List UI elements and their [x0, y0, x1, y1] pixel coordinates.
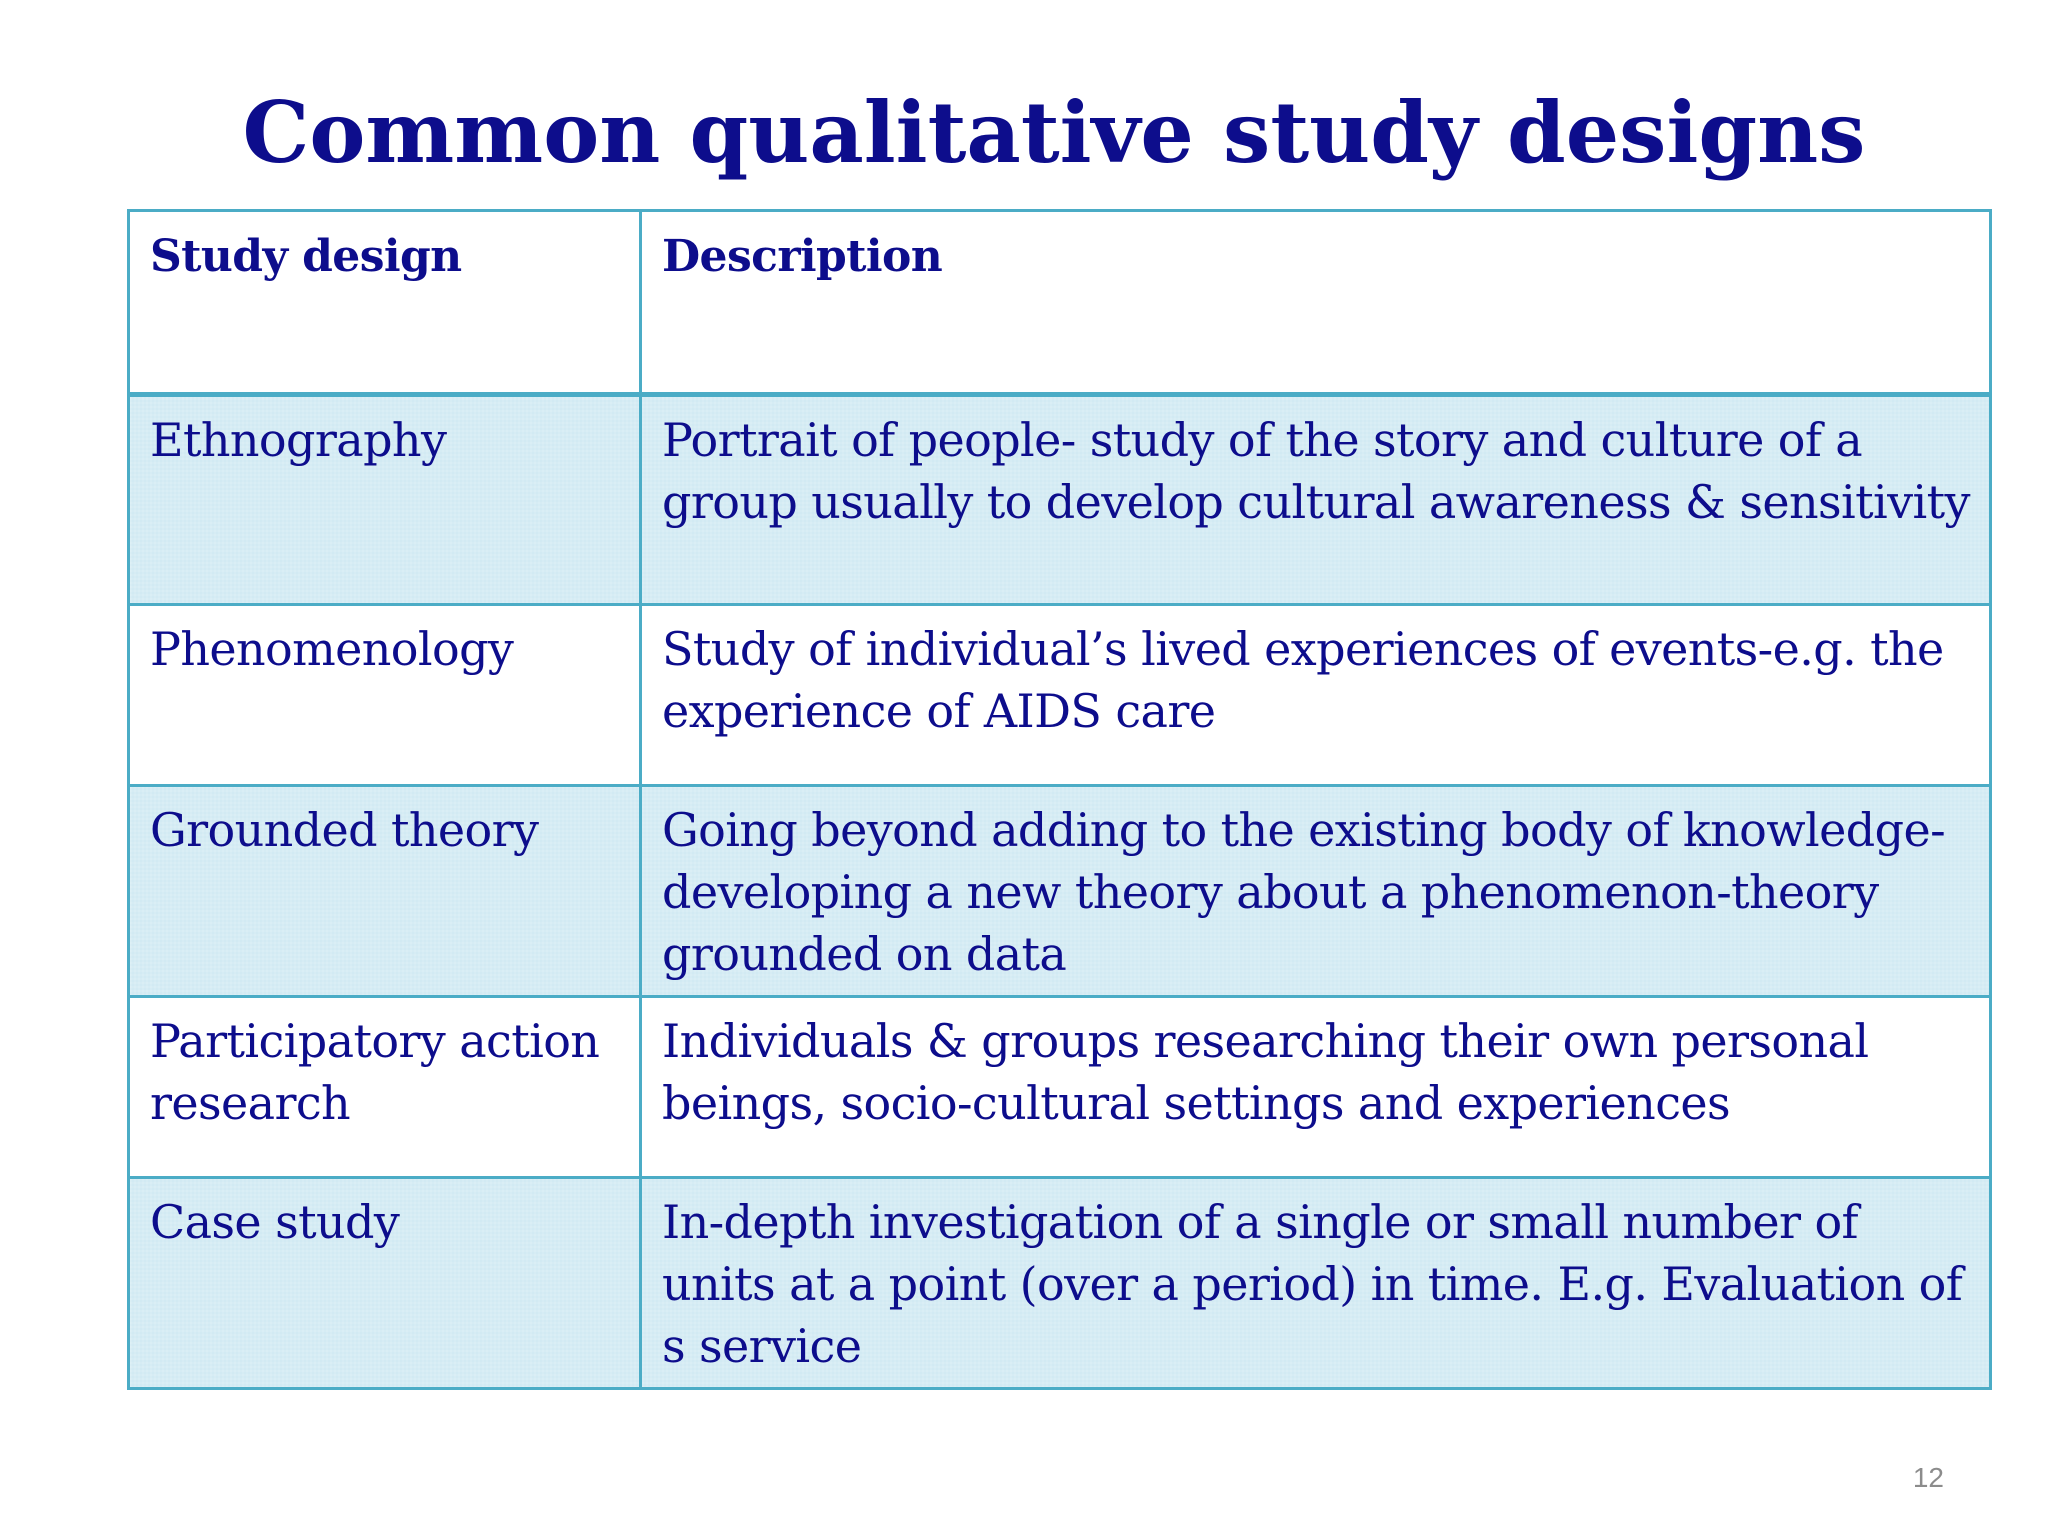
table-row	[129, 1178, 1991, 1389]
description-cell: Going beyond adding to the existing body of knowledge-developing a new theory about a phenomenon-theory grounded on data	[641, 786, 1991, 997]
description-cell: In-depth investigation of a single or small number of units at a point (over a period) in time. E.g. Evaluation of s service	[641, 1178, 1991, 1389]
design-cell: Case study	[129, 1178, 641, 1389]
table-header-row	[129, 211, 1991, 395]
description-cell: Portrait of people- study of the story and culture of a group usually to develop cultural awareness & sensitivity	[641, 395, 1991, 605]
table-row	[129, 395, 1991, 605]
page-number: 12	[1912, 1462, 1944, 1493]
design-cell: Phenomenology	[129, 605, 641, 786]
table-row	[129, 997, 1991, 1178]
header-study-design: Study design	[129, 211, 641, 395]
description-cell: Individuals & groups researching their own personal beings, socio-cultural settings and experiences	[641, 997, 1991, 1178]
table-row	[129, 786, 1991, 997]
design-cell: Grounded theory	[129, 786, 641, 997]
header-description: Description	[641, 211, 1991, 395]
table-row	[129, 605, 1991, 786]
design-cell: Participatory action research	[129, 997, 641, 1178]
slide-title: Common qualitative study designs	[242, 83, 1866, 182]
design-cell: Ethnography	[129, 395, 641, 605]
study-designs-table	[127, 209, 1992, 1390]
description-cell: Study of individual’s lived experiences of events-e.g. the experience of AIDS care	[641, 605, 1991, 786]
